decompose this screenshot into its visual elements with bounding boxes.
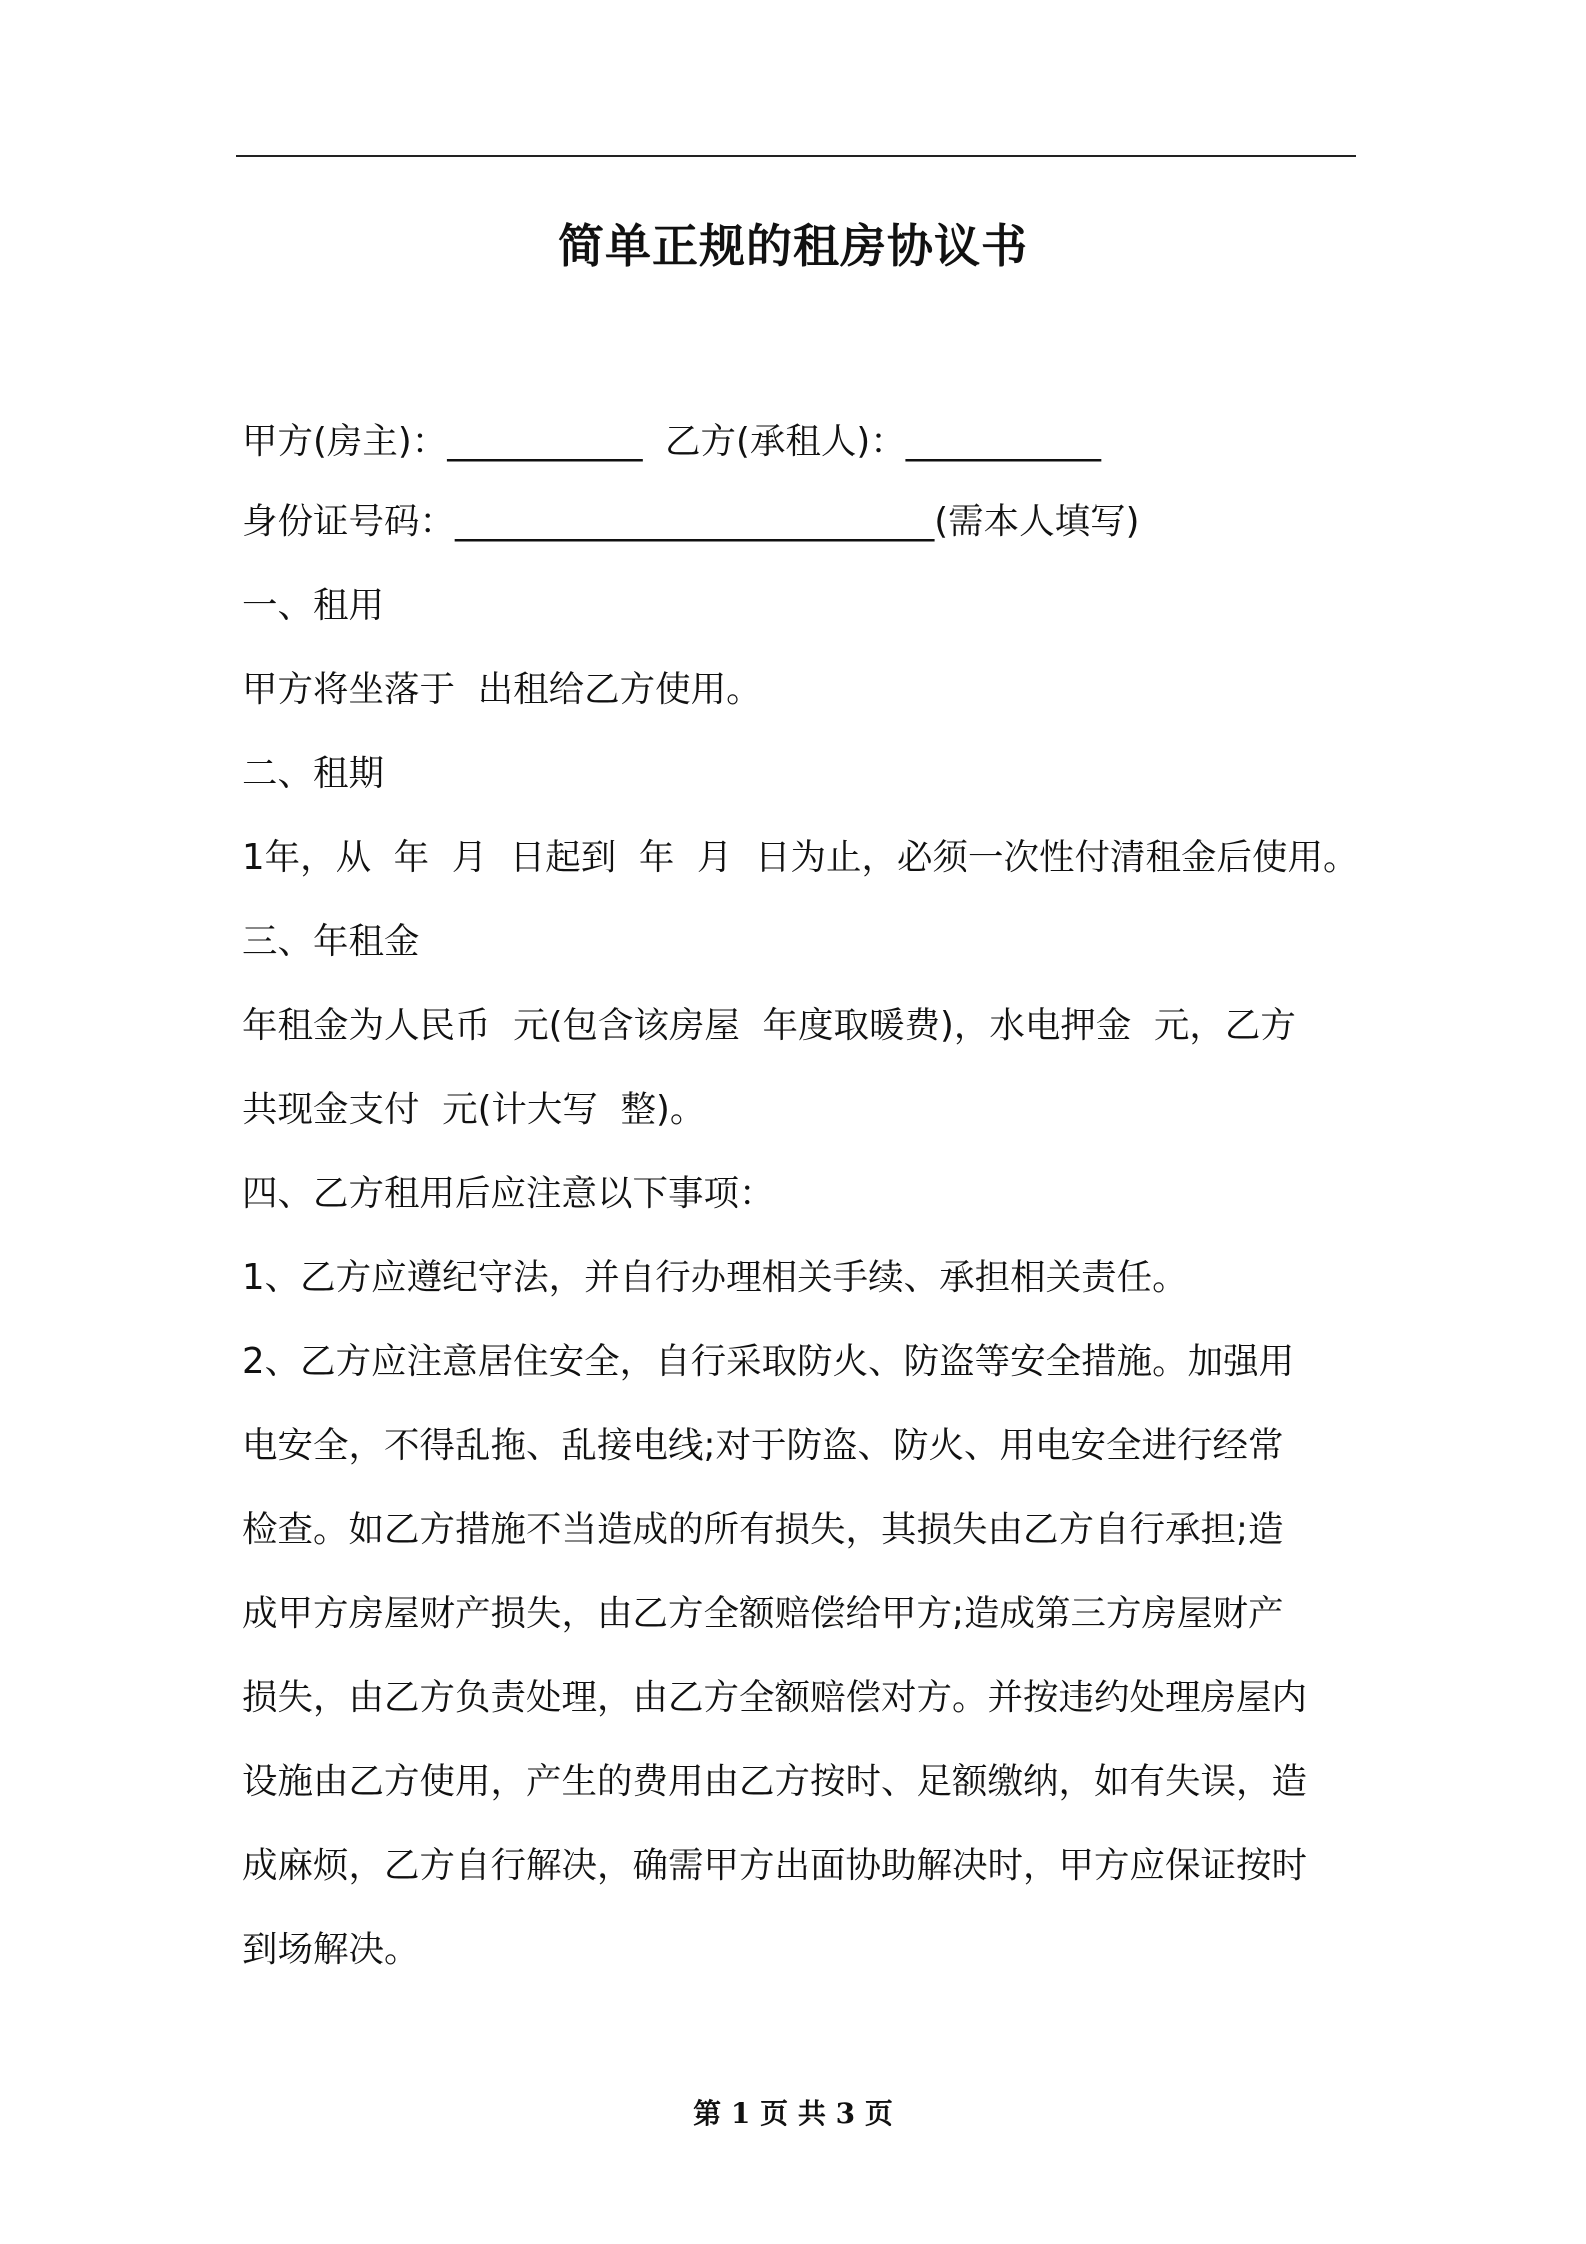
paragraph-line: 年租金为人民币 元(包含该房屋 年度取暖费)，水电押金 元，乙方 xyxy=(242,1005,1296,1046)
paragraph-line: 成甲方房屋财产损失，由乙方全额赔偿给甲方;造成第三方房屋财产 xyxy=(242,1593,1284,1634)
paragraph-line: 成麻烦，乙方自行解决，确需甲方出面协助解决时，甲方应保证按时 xyxy=(242,1845,1308,1886)
header-rule xyxy=(236,155,1356,157)
paragraph-line: 共现金支付 元(计大写 整)。 xyxy=(242,1089,706,1130)
section-heading-rent: 一、租用 xyxy=(242,585,385,626)
paragraph-line: 1年，从 年 月 日起到 年 月 日为止，必须一次性付清租金后使用。 xyxy=(242,837,1359,878)
page-footer: 第 1 页 共 3 页 xyxy=(693,2097,893,2130)
paragraph-line: 电安全，不得乱拖、乱接电线;对于防盗、防火、用电安全进行经常 xyxy=(242,1425,1284,1466)
paragraph-line: 到场解决。 xyxy=(242,1929,420,1970)
paragraph-line: 1、乙方应遵纪守法，并自行办理相关手续、承担相关责任。 xyxy=(242,1257,1188,1298)
document-title: 简单正规的租房协议书 xyxy=(558,219,1028,273)
section-heading-annual-rent: 三、年租金 xyxy=(242,921,420,962)
paragraph-line: 甲方将坐落于 出租给乙方使用。 xyxy=(242,669,762,710)
section-heading-notices: 四、乙方租用后应注意以下事项： xyxy=(242,1173,775,1214)
paragraph-line: 设施由乙方使用，产生的费用由乙方按时、足额缴纳，如有失误，造 xyxy=(242,1761,1308,1802)
party-line: 甲方(房主)：___________ 乙方(承租人)：___________ xyxy=(242,421,1101,462)
section-heading-term: 二、租期 xyxy=(242,753,385,794)
paragraph-line: 2、乙方应注意居住安全，自行采取防火、防盗等安全措施。加强用 xyxy=(242,1341,1295,1382)
paragraph-line: 损失，由乙方负责处理，由乙方全额赔偿对方。并按违约处理房屋内 xyxy=(242,1677,1308,1718)
paragraph-line: 检查。如乙方措施不当造成的所有损失，其损失由乙方自行承担;造 xyxy=(242,1509,1284,1550)
id-number-line: 身份证号码：___________________________(需本人填写) xyxy=(242,501,1140,542)
